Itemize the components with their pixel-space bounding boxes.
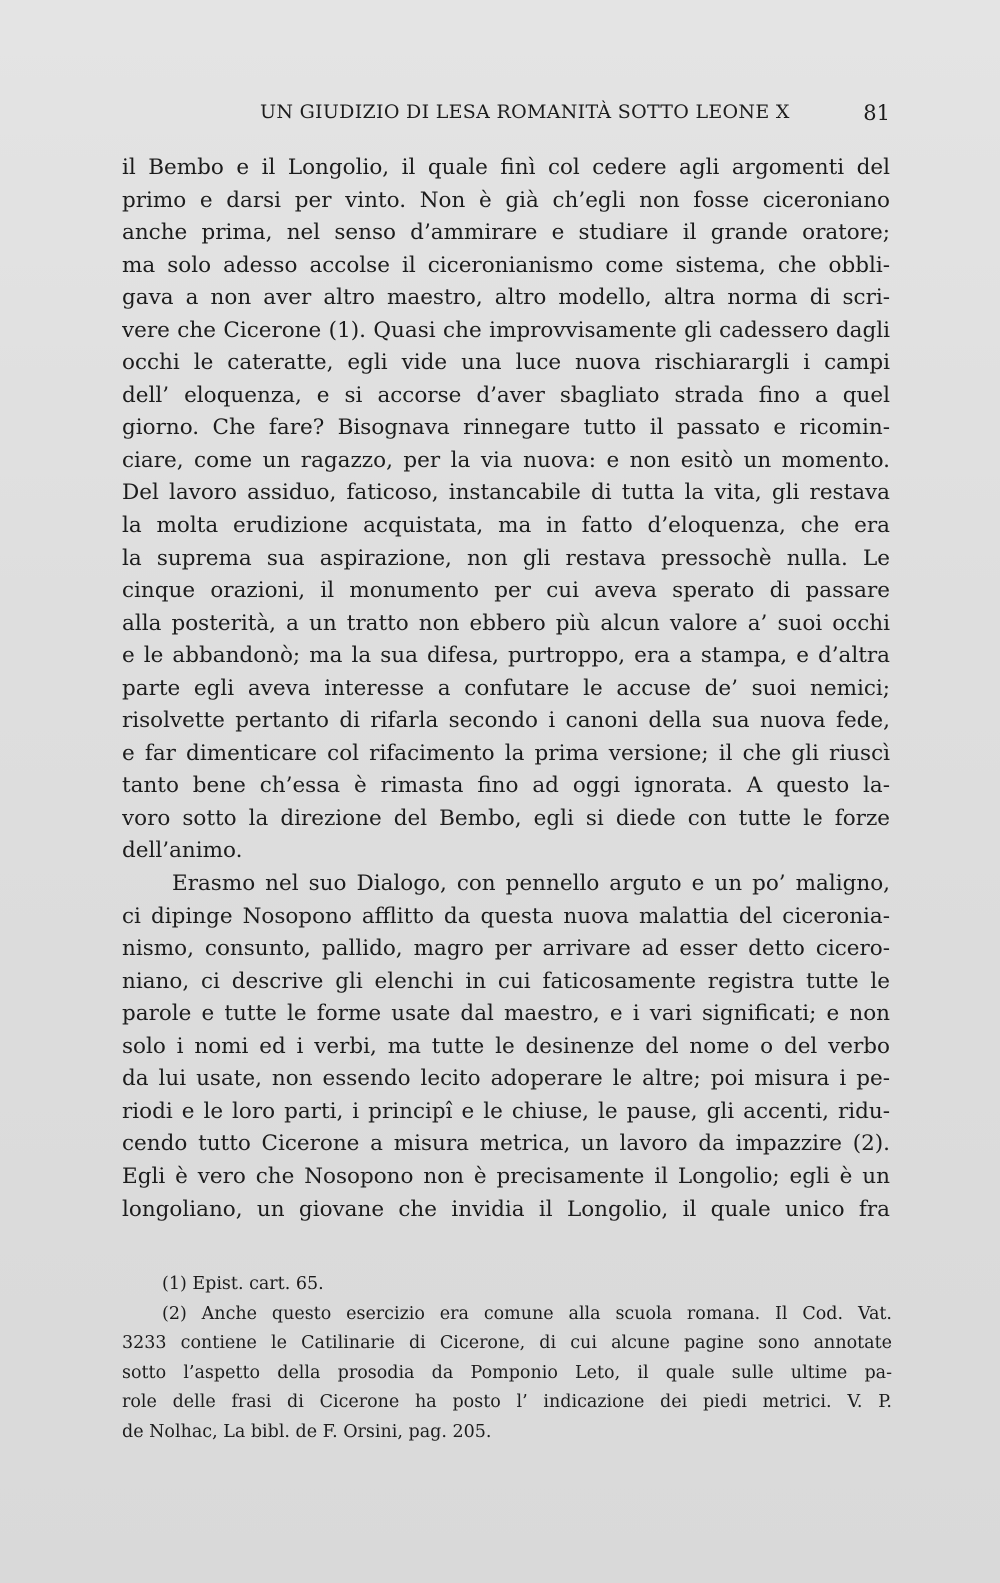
body-line: cinque orazioni, il monumento per cui aveva sperato di passare (122, 578, 890, 604)
body-line: parole e tutte le forme usate dal maestro, e i vari significati; e non (122, 1001, 890, 1027)
footnote-line: 3233 contiene le Catilinarie di Cicerone, di cui alcune pagine sono annotate (122, 1333, 892, 1353)
body-line: il Bembo e il Longolio, il quale finì col cedere agli argomenti del (122, 155, 890, 180)
body-line: la molta erudizione acquistata, ma in fatto d’eloquenza, che era (122, 513, 890, 539)
body-line: dell’ eloquenza, e si accorse d’aver sbagliato strada fino a quel (122, 382, 890, 408)
body-line: ci dipinge Nosopono afflitto da questa nuova malattia del ciceronia- (122, 903, 890, 929)
body-line: giorno. Che fare? Bisognava rinnegare tutto il passato e ricomin- (122, 415, 890, 441)
body-text (122, 152, 890, 1226)
body-line: dell’animo. (122, 838, 243, 864)
footnote-line: role delle frasi di Cicerone ha posto l’ indicazione dei piedi metrici. V. P. (122, 1392, 892, 1412)
page-number: 81 (863, 101, 890, 125)
body-line: nismo, consunto, pallido, magro per arrivare ad esser detto cicero- (122, 936, 890, 962)
body-line: longoliano, un giovane che invidia il Longolio, il quale unico fra (122, 1196, 890, 1222)
body-line: la suprema sua aspirazione, non gli restava pressochè nulla. Le (122, 545, 890, 571)
footnote-line: (2) Anche questo esercizio era comune alla scuola romana. Il Cod. Vat. (162, 1303, 892, 1324)
body-line: ciare, come un ragazzo, per la via nuova: e non esitò un momento. (122, 447, 890, 473)
body-line: solo i nomi ed i verbi, ma tutte le desinenze del nome o del verbo (122, 1033, 890, 1059)
running-title: UN GIUDIZIO DI LESA ROMANITÀ SOTTO LEONE X (260, 101, 790, 123)
body-line: tanto bene ch’essa è rimasta fino ad oggi ignorata. A questo la- (122, 773, 890, 799)
body-line: primo e darsi per vinto. Non è già ch’egli non fosse ciceroniano (122, 187, 890, 213)
body-line: riodi e le loro parti, i principî e le chiuse, le pause, gli accenti, ridu- (122, 1098, 890, 1124)
body-line: gava a non aver altro maestro, altro modello, altra norma di scri- (122, 285, 890, 311)
body-line: voro sotto la direzione del Bembo, egli si diede con tutte le forze (122, 805, 890, 831)
body-line: cendo tutto Cicerone a misura metrica, un lavoro da impazzire (2). (122, 1131, 890, 1157)
body-line: niano, ci descrive gli elenchi in cui faticosamente registra tutte le (122, 968, 890, 994)
body-line: ma solo adesso accolse il ciceronianismo come sistema, che obbli- (122, 252, 890, 278)
body-line: Erasmo nel suo Dialogo, con pennello arguto e un po’ maligno, (172, 871, 890, 897)
body-line: vere che Cicerone (1). Quasi che improvvisamente gli cadessero dagli (122, 317, 890, 343)
body-line: Del lavoro assiduo, faticoso, instancabile di tutta la vita, gli restava (122, 480, 890, 506)
body-line: e le abbandonò; ma la sua difesa, purtroppo, era a stampa, e d’altra (122, 643, 890, 669)
body-line: alla posterità, a un tratto non ebbero più alcun valore a’ suoi occhi (122, 610, 890, 636)
body-line: e far dimenticare col rifacimento la prima versione; il che gli riuscì (122, 740, 890, 766)
footnote-line: de Nolhac, La bibl. de F. Orsini, pag. 205. (122, 1421, 492, 1442)
body-line: risolvette pertanto di rifarla secondo i canoni della sua nuova fede, (122, 708, 890, 734)
body-line: parte egli aveva interesse a confutare le accuse de’ suoi nemici; (122, 675, 890, 701)
footnote-line: sotto l’aspetto della prosodia da Pomponio Leto, il quale sulle ultime pa- (122, 1362, 892, 1383)
body-line: occhi le cateratte, egli vide una luce nuova rischiarargli i campi (122, 350, 890, 376)
footnotes (122, 1270, 892, 1447)
body-line: Egli è vero che Nosopono non è precisamente il Longolio; egli è un (122, 1163, 890, 1189)
body-line: da lui usate, non essendo lecito adoperare le altre; poi misura i pe- (122, 1066, 890, 1092)
body-line: anche prima, nel senso d’ammirare e studiare il grande oratore; (122, 220, 890, 246)
running-head (120, 101, 890, 129)
footnote-line: (1) Epist. cart. 65. (162, 1274, 324, 1294)
